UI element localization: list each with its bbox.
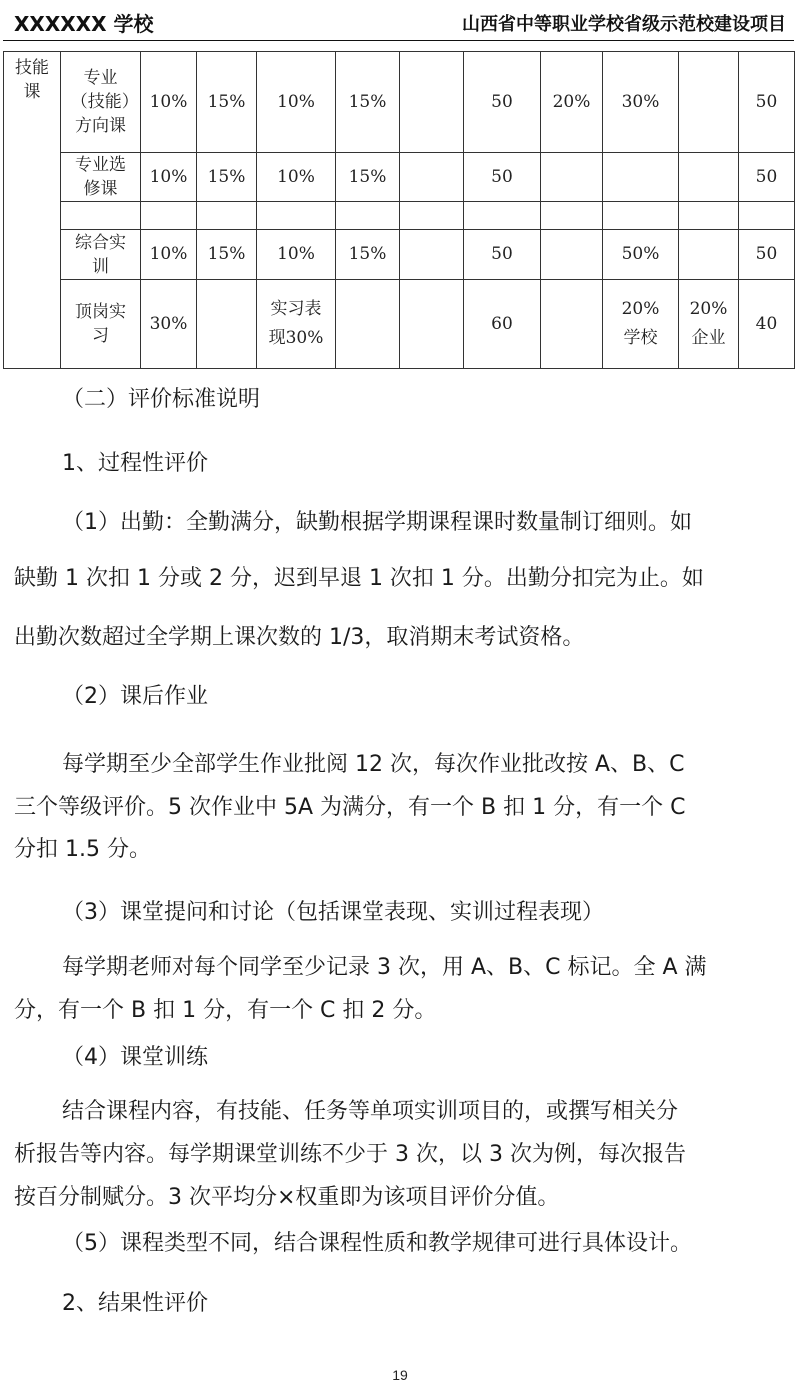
paragraph-line: 分，有一个 B 扣 1 分，有一个 C 扣 2 分。 xyxy=(14,998,437,1023)
paragraph-line: 每学期至少全部学生作业批阅 12 次，每次作业批改按 A、B、C xyxy=(62,752,685,777)
project-title: 山西省中等职业学校省级示范校建设项目 xyxy=(462,14,786,35)
table-cell xyxy=(679,202,739,230)
table-cell xyxy=(541,153,603,202)
evaluation-table xyxy=(3,51,795,369)
table-cell: 50 xyxy=(464,52,541,153)
paragraph-line: 分扣 1.5 分。 xyxy=(14,837,151,862)
table-row xyxy=(4,202,795,230)
category-cell: 技能课 xyxy=(4,52,61,369)
table-cell: 40 xyxy=(739,280,795,369)
table-cell xyxy=(336,280,400,369)
paragraph-line: 每学期老师对每个同学至少记录 3 次，用 A、B、C 标记。全 A 满 xyxy=(62,955,707,980)
row-name: 专业选修课 xyxy=(61,153,141,202)
paragraph-line: （1）出勤：全勤满分，缺勤根据学期课程课时数量制订细则。如 xyxy=(62,510,692,535)
table-cell: 50 xyxy=(739,153,795,202)
paragraph-line: 析报告等内容。每学期课堂训练不少于 3 次，以 3 次为例，每次报告 xyxy=(14,1142,686,1167)
table-cell: 50 xyxy=(464,230,541,280)
table-cell xyxy=(400,52,464,153)
table-cell xyxy=(679,230,739,280)
table-cell: 10% xyxy=(257,230,336,280)
table-cell: 50 xyxy=(464,153,541,202)
item-heading: （4）课堂训练 xyxy=(62,1045,208,1070)
table-cell xyxy=(400,153,464,202)
table-row xyxy=(4,280,795,369)
table-cell xyxy=(400,202,464,230)
school-name: XXXXXX 学校 xyxy=(14,12,154,36)
table-cell: 实习表现30% xyxy=(257,280,336,369)
paragraph-line: （5）课程类型不同，结合课程性质和教学规律可进行具体设计。 xyxy=(62,1231,692,1256)
subsection-heading: 1、过程性评价 xyxy=(62,451,208,476)
table-cell xyxy=(603,202,679,230)
table-cell: 50 xyxy=(739,52,795,153)
paragraph-line: 按百分制赋分。3 次平均分×权重即为该项目评价分值。 xyxy=(14,1185,560,1210)
table-cell: 15% xyxy=(197,230,257,280)
row-name: 顶岗实习 xyxy=(61,280,141,369)
table-cell: 10% xyxy=(141,230,197,280)
table-cell xyxy=(679,52,739,153)
table-cell: 20%企业 xyxy=(679,280,739,369)
table-cell: 50% xyxy=(603,230,679,280)
item-heading: （2）课后作业 xyxy=(62,684,208,709)
table-cell xyxy=(336,202,400,230)
table-cell xyxy=(197,202,257,230)
page-number: 19 xyxy=(392,1367,408,1383)
table-cell: 15% xyxy=(336,153,400,202)
table-cell: 60 xyxy=(464,280,541,369)
table-cell xyxy=(141,202,197,230)
table-cell: 30% xyxy=(141,280,197,369)
table-cell: 20% xyxy=(541,52,603,153)
paragraph-line: 三个等级评价。5 次作业中 5A 为满分，有一个 B 扣 1 分，有一个 C xyxy=(14,795,686,820)
table-cell: 10% xyxy=(257,52,336,153)
table-cell xyxy=(541,230,603,280)
table-row xyxy=(4,153,795,202)
table-cell xyxy=(400,230,464,280)
table-row xyxy=(4,230,795,280)
table-row xyxy=(4,52,795,153)
row-name: 专业（技能）方向课 xyxy=(61,52,141,153)
table-cell: 15% xyxy=(197,153,257,202)
paragraph-line: 结合课程内容，有技能、任务等单项实训项目的，或撰写相关分 xyxy=(62,1099,679,1124)
table-cell xyxy=(679,153,739,202)
paragraph-line: 缺勤 1 次扣 1 分或 2 分，迟到早退 1 次扣 1 分。出勤分扣完为止。如 xyxy=(14,566,704,591)
table-cell: 15% xyxy=(197,52,257,153)
table-cell xyxy=(197,280,257,369)
table-cell xyxy=(541,280,603,369)
subsection-heading: 2、结果性评价 xyxy=(62,1291,208,1316)
item-heading: （3）课堂提问和讨论（包括课堂表现、实训过程表现） xyxy=(62,900,604,925)
table-cell xyxy=(603,153,679,202)
table-cell xyxy=(739,202,795,230)
row-name: 综合实训 xyxy=(61,230,141,280)
row-name xyxy=(61,202,141,230)
table-cell: 20%学校 xyxy=(603,280,679,369)
table-cell: 10% xyxy=(257,153,336,202)
table-cell: 15% xyxy=(336,52,400,153)
table-cell: 10% xyxy=(141,153,197,202)
table-cell xyxy=(541,202,603,230)
table-cell xyxy=(400,280,464,369)
header-divider xyxy=(3,40,794,41)
table-cell xyxy=(464,202,541,230)
table-cell xyxy=(257,202,336,230)
table-cell: 10% xyxy=(141,52,197,153)
table-cell: 50 xyxy=(739,230,795,280)
table-cell: 15% xyxy=(336,230,400,280)
table-cell: 30% xyxy=(603,52,679,153)
section-heading: （二）评价标准说明 xyxy=(62,387,261,412)
paragraph-line: 出勤次数超过全学期上课次数的 1/3，取消期末考试资格。 xyxy=(14,625,585,650)
